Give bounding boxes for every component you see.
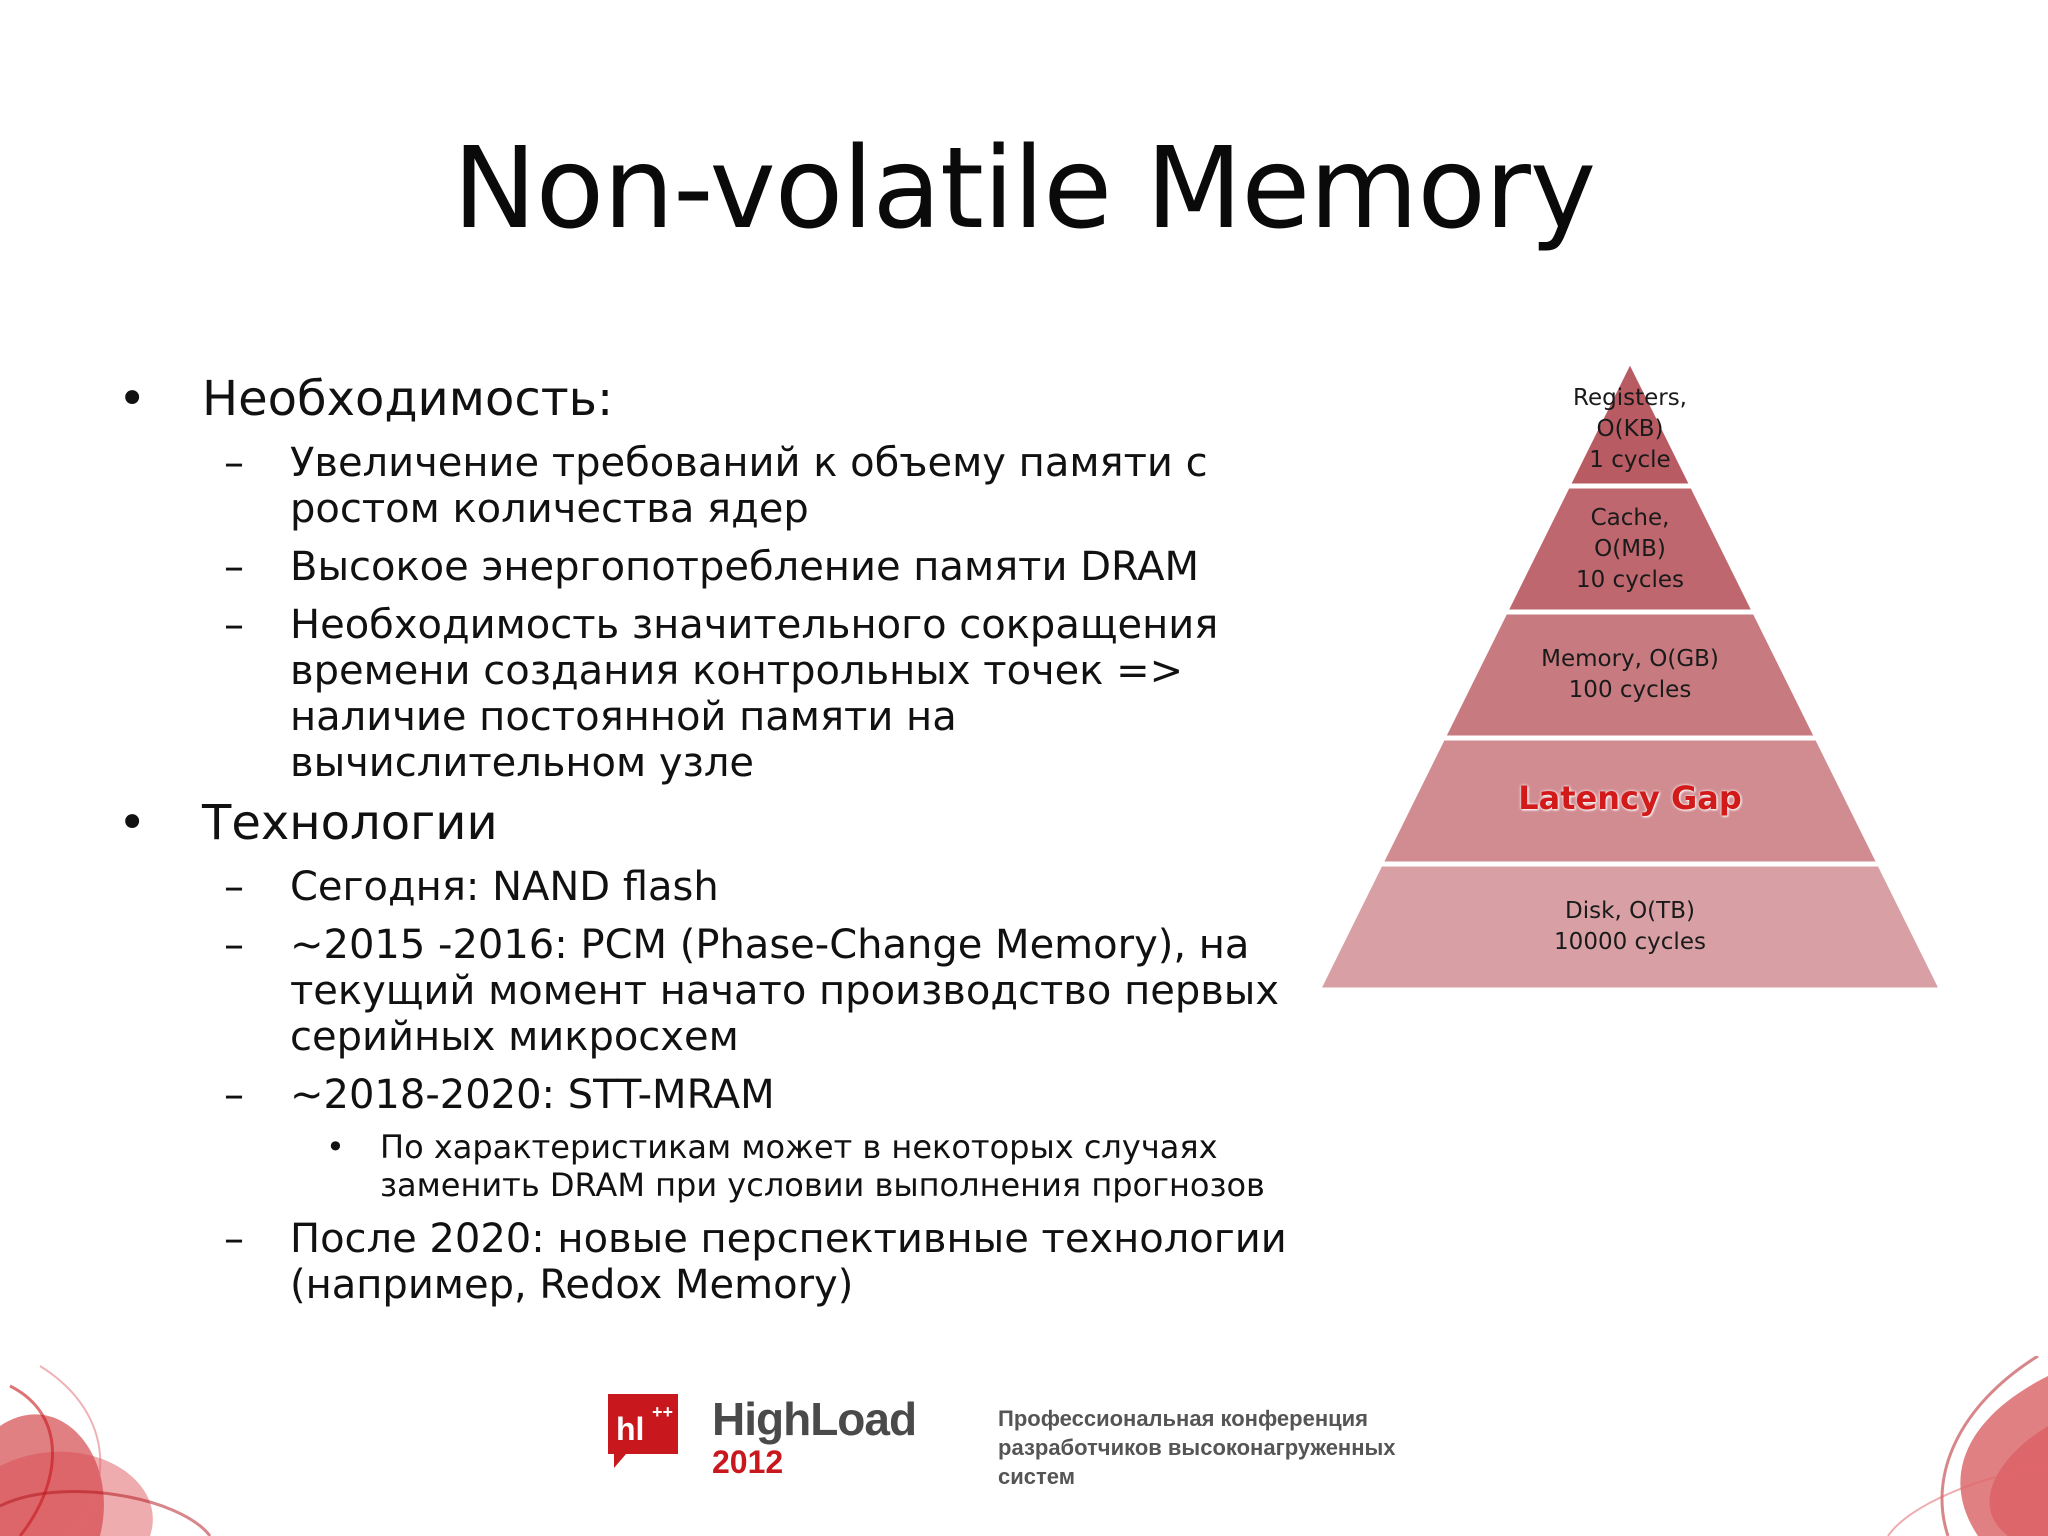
- bullet-technologies: [118, 794, 1298, 852]
- pyramid-tier-line: 1 cycle: [1589, 446, 1671, 473]
- slide-title: Non-volatile Memory: [452, 124, 1596, 254]
- sub-bullet: [118, 440, 1298, 532]
- tagline-line: разработчиков высоконагруженных: [998, 1435, 1396, 1460]
- pyramid-tier-label: [1310, 644, 1950, 706]
- bullet-text: Технологии: [202, 795, 498, 851]
- logo-year: 2012: [712, 1444, 784, 1480]
- pyramid-tier-label: [1310, 896, 1950, 958]
- bullet-marker: •: [118, 371, 147, 427]
- pyramid-tier-line: Cache,: [1590, 504, 1670, 531]
- pyramid-tier-line: Disk, O(TB): [1565, 898, 1695, 924]
- pyramid-tier-line: O(MB): [1594, 535, 1666, 562]
- memory-hierarchy-pyramid: [1310, 360, 1950, 1000]
- tagline-line: Профессиональная конференция: [998, 1406, 1369, 1431]
- bullet-list: [118, 362, 1298, 1308]
- sub-bullet: [118, 1072, 1298, 1118]
- sub-bullet-text: Высокое энергопотребление памяти DRAM: [290, 544, 1200, 590]
- dash-marker: –: [224, 1072, 244, 1118]
- decorative-swirl-left: [0, 1306, 220, 1536]
- sub-sub-bullet: [118, 1128, 1298, 1204]
- sub-bullet: [118, 864, 1298, 910]
- sub-bullet: [118, 602, 1298, 786]
- bullet-necessity: [118, 370, 1298, 428]
- dash-marker: –: [224, 864, 244, 910]
- sub-bullet-text: Увеличение требований к объему памяти с ростом количества ядер: [290, 440, 1208, 532]
- decorative-swirl-right: [1848, 1356, 2048, 1536]
- latency-gap-label: Latency Gap: [1518, 779, 1742, 817]
- logo-mark-text: hl: [616, 1411, 645, 1447]
- sub-sub-bullet-text: По характеристикам может в некоторых случаях заменить DRAM при условии выполнения прогнозов: [380, 1128, 1265, 1204]
- swirl-stroke: [0, 1452, 153, 1536]
- tagline-line: систем: [998, 1464, 1075, 1489]
- pyramid-tier-line: 10000 cycles: [1554, 929, 1706, 955]
- pyramid-tier-line: Memory, O(GB): [1541, 646, 1719, 672]
- conference-tagline: [998, 1404, 1458, 1491]
- bullet-text: Необходимость:: [202, 371, 614, 427]
- sub-bullet: [118, 922, 1298, 1060]
- dash-marker: –: [224, 602, 244, 648]
- highload-logo-text: [712, 1394, 916, 1480]
- sub-bullet: [118, 1216, 1298, 1308]
- dash-marker: –: [224, 922, 244, 968]
- bullet-marker: •: [326, 1128, 345, 1166]
- sub-bullet-text: Необходимость значительного сокращения времени создания контрольных точек => наличие постоянной памяти на вычислительном узле: [290, 602, 1219, 786]
- bullet-marker: •: [118, 795, 147, 851]
- pyramid-tier-line: 10 cycles: [1575, 566, 1684, 593]
- dash-marker: –: [224, 440, 244, 486]
- highload-logo-mark: [608, 1394, 678, 1468]
- dash-marker: –: [224, 1216, 244, 1262]
- pyramid-tier-line: O(KB): [1596, 415, 1664, 442]
- pyramid-tier-label: [1310, 383, 1950, 476]
- pyramid-tier-line: Registers,: [1573, 384, 1687, 411]
- pyramid-tier-line: 100 cycles: [1568, 677, 1692, 703]
- sub-bullet-text: Сегодня: NAND flash: [290, 864, 719, 910]
- logo-name: HighLoad: [712, 1393, 917, 1445]
- sub-bullet: [118, 544, 1298, 590]
- logo-mark-sup: ++: [652, 1402, 674, 1422]
- sub-bullet-text: ~2018-2020: STT-MRAM: [290, 1072, 775, 1118]
- pyramid-tier-label: [1310, 503, 1950, 596]
- dash-marker: –: [224, 544, 244, 590]
- sub-bullet-text: После 2020: новые перспективные технологии (например, Redox Memory): [290, 1216, 1287, 1308]
- sub-bullet-text: ~2015 -2016: PCM (Phase-Change Memory), на текущий момент начато производство первых серийных микросхем: [290, 922, 1280, 1060]
